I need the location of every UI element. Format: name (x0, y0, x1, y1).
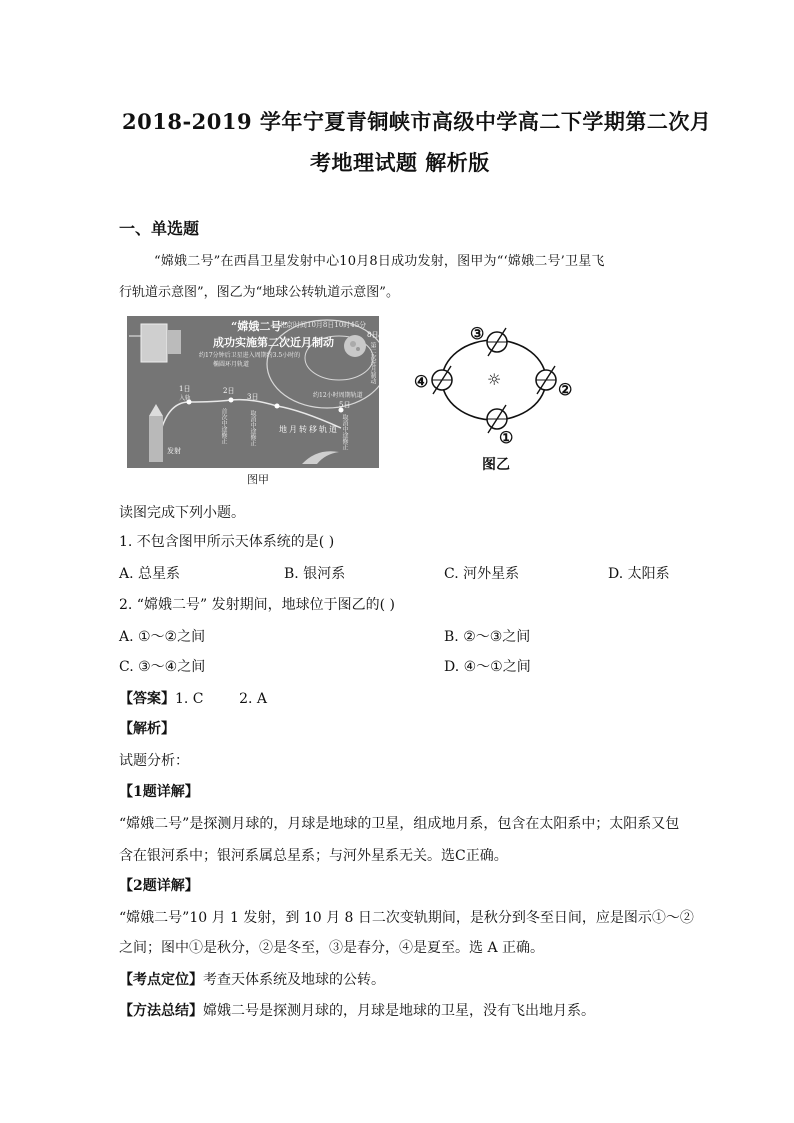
key-point-text: 考查天体系统及地球的公转。 (203, 972, 385, 988)
figure-a-day2: 2日 (223, 387, 235, 395)
figure-a-day8: 8日 (367, 331, 379, 339)
figure-b-label-1: ① (499, 428, 514, 447)
method-summary-line (119, 1000, 595, 1020)
figure-a-transfer-label: 地月转移轨道 (279, 425, 339, 434)
method-summary-tag: 【方法总结】 (119, 1003, 203, 1019)
figure-b-caption: 图乙 (482, 457, 510, 473)
answer-tag: 【答案】 (119, 691, 175, 707)
detail-1-line-2: 含在银河系中；银河系属总星系；与河外星系无关。选C正确。 (119, 848, 508, 864)
figure-a-banner-title: “嫦娥二号” (231, 320, 288, 333)
paper-title-line1: 2018-2019 学年宁夏青铜峡市高级中学高二下学期第二次月 (122, 109, 712, 134)
detail-2-line-2: 之间；图中①是秋分，②是冬至，③是春分，④是夏至。选 A 正确。 (119, 940, 545, 956)
method-summary-text: 嫦娥二号是探测月球的，月球是地球的卫星，没有飞出地月系。 (203, 1003, 595, 1019)
figure-a-day5: 5日 (339, 401, 351, 409)
question-1-option-b: B. 银河系 (284, 566, 346, 582)
key-point-line (119, 969, 385, 989)
key-point-tag: 【考点定位】 (119, 972, 203, 988)
figure-a-note-2: 椭圆环月轨道 (213, 361, 250, 368)
figure-a-caption: 图甲 (247, 473, 269, 486)
figure-a-orbit-note: 约12小时周期轨道 (313, 392, 363, 399)
question-1-option-c: C. 河外星系 (444, 566, 520, 582)
intro-line-1: “嫦娥二号”在西昌卫星发射中心10月8日成功发射，图甲为“‘嫦娥二号’卫星飞 (154, 254, 605, 269)
figure-b-svg (406, 322, 582, 474)
detail-1-tag: 【1题详解】 (119, 784, 199, 800)
analysis-intro: 试题分析： (119, 753, 189, 769)
question-2-option-a: A. ①～②之间 (119, 629, 206, 645)
figure-a-day5-text: 取消中途修正 (341, 414, 348, 450)
detail-2-tag: 【2题详解】 (119, 878, 199, 894)
section-heading: 一、单选题 (119, 219, 200, 238)
figure-b-label-4: ④ (414, 372, 429, 391)
analysis-tag: 【解析】 (119, 721, 175, 737)
sun-icon: ☼ (487, 370, 502, 389)
answer-line (119, 688, 267, 708)
question-2-option-d: D. ④～①之间 (444, 659, 531, 675)
figure-a-day1: 1日 (179, 385, 191, 393)
earth-position-4 (432, 366, 452, 394)
figure-a-launch-label: 发射 (167, 447, 181, 455)
detail-1-line-1: “嫦娥二号”是探测月球的，月球是地球的卫星，组成地月系，包含在太阳系中；太阳系又包 (119, 816, 680, 832)
figure-a-day3: 3日 (247, 393, 259, 401)
paper-title-line2: 考地理试题 解析版 (310, 150, 490, 175)
question-1-option-d: D. 太阳系 (608, 566, 670, 582)
earth-position-3 (487, 328, 507, 356)
intro-line-2: 行轨道示意图”，图乙为“地球公转轨道示意图”。 (119, 285, 399, 300)
figure-a-banner-time: 北京时间10月8日10时45分 (279, 321, 367, 329)
figure-a-trajectory-image (127, 316, 379, 468)
figure-b-label-2: ② (558, 380, 573, 399)
instruction-text: 读图完成下列小题。 (119, 505, 245, 521)
figure-a-day8-text: 第二次近月制动 (369, 342, 376, 384)
figure-a-day3-text: 取消中途修正 (249, 410, 256, 446)
question-1-stem: 1. 不包含图甲所示天体系统的是( ) (119, 534, 335, 550)
figure-a-day1-text: 入轨 (179, 395, 192, 402)
detail-2-line-1: “嫦娥二号”10 月 1 发射，到 10 月 8 日二次变轨期间，是秋分到冬至日间，应是图示①～② (119, 910, 694, 926)
question-1-option-a: A. 总星系 (119, 566, 181, 582)
earth-position-2 (536, 366, 556, 394)
question-2-option-b: B. ②～③之间 (444, 629, 531, 645)
figure-b-label-3: ③ (470, 324, 485, 343)
question-2-option-c: C. ③～④之间 (119, 659, 206, 675)
answer-text: 1. C 2. A (175, 691, 268, 707)
figure-a-note-1: 约17分钟后卫星进入周期约3.5小时的 (199, 352, 301, 359)
question-2-stem: 2. “嫦娥二号” 发射期间，地球位于图乙的( ) (119, 597, 395, 613)
figure-a-banner-subtitle: 成功实施第二次近月制动 (213, 336, 334, 349)
figure-a-day2-text: 首次中途修正 (220, 408, 227, 444)
figure-b-earth-orbit (406, 322, 582, 474)
